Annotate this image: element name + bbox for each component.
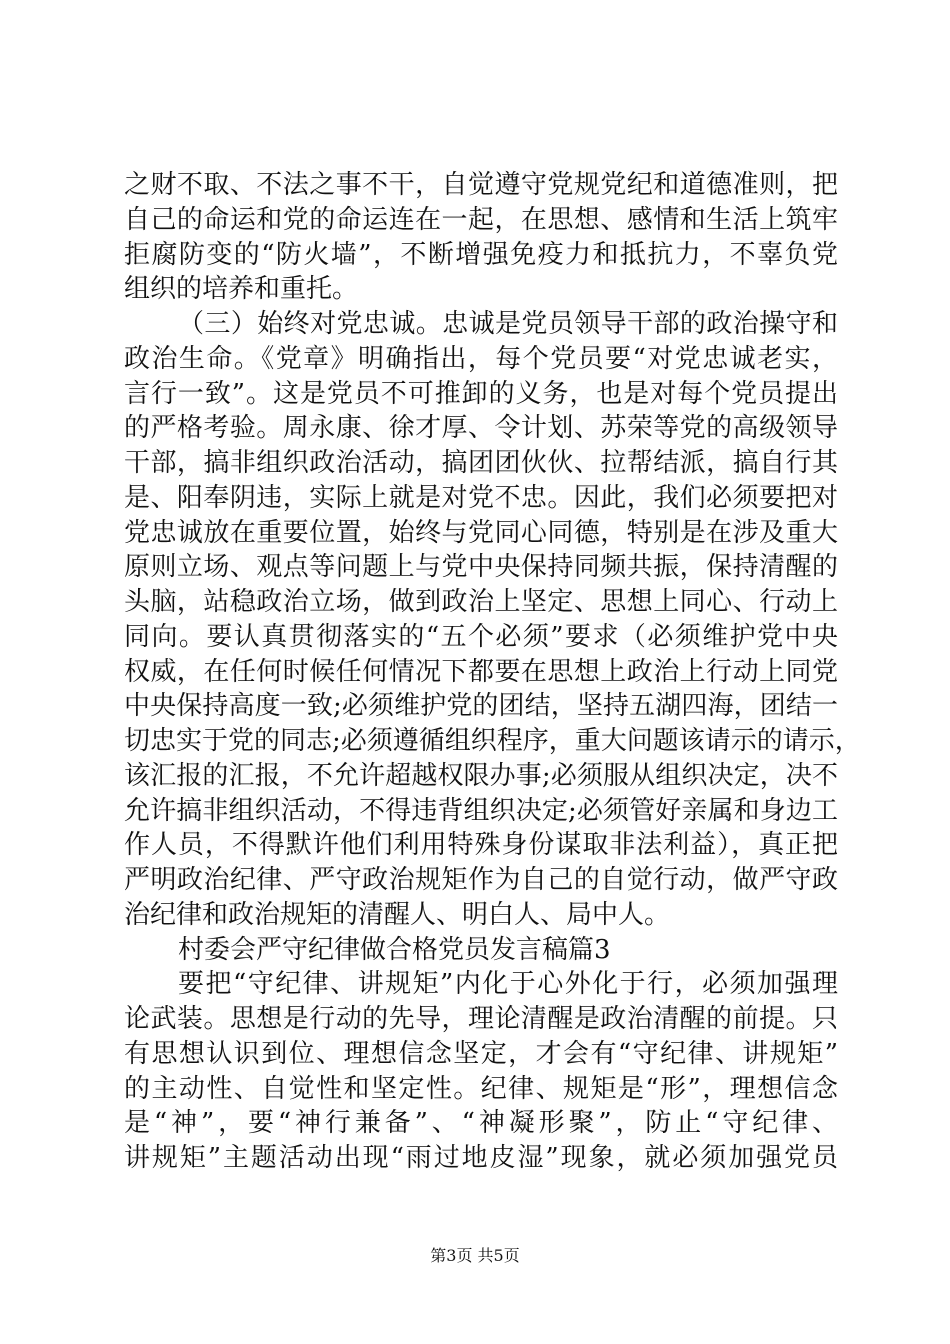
body-line: 有思想认识到位、理想信念坚定，才会有“守纪律、讲规矩” [124, 1039, 838, 1069]
body-line: 的严格考验。周永康、徐才厚、令计划、苏荣等党的高级领导 [124, 413, 838, 443]
body-line: 组织的培养和重托。 [124, 274, 359, 304]
body-line: 中央保持高度一致;必须维护党的团结，坚持五湖四海，团结一 [124, 691, 838, 721]
body-line: 是“神”，要“神行兼备”、“神凝形聚”，防止“守纪律、 [124, 1108, 838, 1138]
body-line: 之财不取、不法之事不干，自觉遵守党规党纪和道德准则，把 [124, 170, 838, 200]
body-line: 言行一致”。这是党员不可推卸的义务，也是对每个党员提出 [124, 379, 838, 409]
body-line: 该汇报的汇报，不允许超越权限办事;必须服从组织决定，决不 [124, 761, 838, 791]
body-line: 是、阳奉阴违，实际上就是对党不忠。因此，我们必须要把对 [124, 483, 838, 513]
body-line: 要把“守纪律、讲规矩”内化于心外化于行，必须加强理 [178, 969, 838, 999]
body-line: 党忠诚放在重要位置，始终与党同心同德，特别是在涉及重大 [124, 518, 838, 548]
body-line: 切忠实于党的同志;必须遵循组织程序，重大问题该请示的请示， [124, 726, 861, 756]
body-line: 权威，在任何时候任何情况下都要在思想上政治上行动上同党 [124, 657, 838, 687]
body-line: （三）始终对党忠诚。忠诚是党员领导干部的政治操守和 [178, 309, 838, 339]
body-line: 拒腐防变的“防火墙”，不断增强免疫力和抵抗力，不辜负党 [124, 240, 838, 270]
body-line: 治纪律和政治规矩的清醒人、明白人、局中人。 [124, 900, 671, 930]
body-line: 论武装。思想是行动的先导，理论清醒是政治清醒的前提。只 [124, 1004, 838, 1034]
body-line: 干部，搞非组织政治活动，搞团团伙伙、拉帮结派，搞自行其 [124, 448, 838, 478]
body-line: 的主动性、自觉性和坚定性。纪律、规矩是“形”，理想信念 [124, 1074, 838, 1104]
body-line: 允许搞非组织活动，不得违背组织决定;必须管好亲属和身边工 [124, 796, 838, 826]
body-line: 政治生命。《党章》明确指出，每个党员要“对党忠诚老实， [124, 344, 838, 374]
section-heading: 村委会严守纪律做合格党员发言稿篇3 [178, 935, 611, 965]
body-line: 严明政治纪律、严守政治规矩作为自己的自觉行动，做严守政 [124, 865, 838, 895]
body-line: 讲规矩”主题活动出现“雨过地皮湿”现象，就必须加强党员 [124, 1143, 838, 1173]
body-line: 原则立场、观点等问题上与党中央保持同频共振，保持清醒的 [124, 552, 838, 582]
body-line: 同向。要认真贯彻落实的“五个必须”要求（必须维护党中央 [124, 622, 838, 652]
body-line: 头脑，站稳政治立场，做到政治上坚定、思想上同心、行动上 [124, 587, 838, 617]
body-line: 作人员，不得默许他们利用特殊身份谋取非法利益），真正把 [124, 830, 838, 860]
body-line: 自己的命运和党的命运连在一起，在思想、感情和生活上筑牢 [124, 205, 838, 235]
page-footer: 第3页 共5页 [430, 1246, 520, 1265]
